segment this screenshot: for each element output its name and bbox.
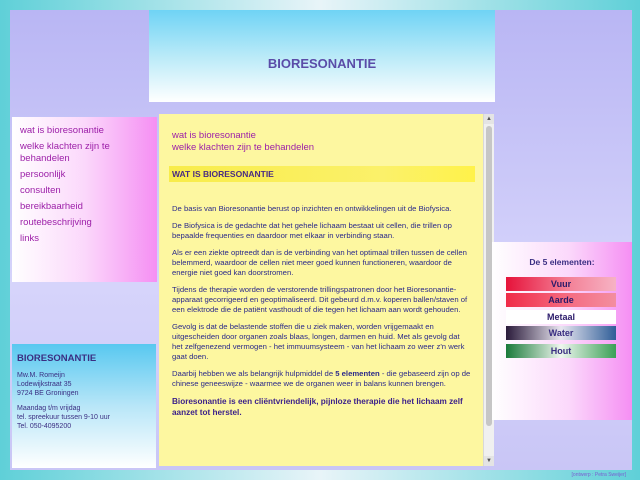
element-button-metaal[interactable]: Metaal	[506, 310, 616, 324]
element-button-aarde[interactable]: Aarde	[506, 293, 616, 307]
contact-name: Mw.M. Romeijn	[17, 372, 65, 379]
contact-hours: Maandag t/m vrijdag	[17, 405, 81, 412]
contact-city: 9724 BE Groningen	[17, 390, 79, 397]
scroll-up-arrow-icon[interactable]: ▲	[484, 114, 494, 124]
elements-title: De 5 elementen:	[529, 257, 595, 267]
contact-box	[12, 344, 156, 468]
scroll-down-arrow-icon[interactable]: ▼	[484, 456, 494, 466]
content-link-wat-is-bioresonantie[interactable]: wat is bioresonantie	[172, 130, 256, 141]
content-link-klachten[interactable]: welke klachten zijn te behandelen	[172, 142, 315, 153]
paragraph-4: Tijdens de therapie worden de verstorende trillingspatronen door het Bioresonantie-apparaat gecorrigeerd en geoptimaliseerd. Dit gebeurd d.m.v. koperen ballen/staven of een elektrode die de patiënt vasthoudt of die tegen het lichaam aan wordt gehouden.	[172, 284, 468, 315]
element-button-vuur[interactable]: Vuur	[506, 277, 616, 291]
element-button-hout[interactable]: Hout	[506, 344, 616, 358]
nav-link-persoonlijk[interactable]: persoonlijk	[20, 169, 66, 180]
section-heading: WAT IS BIORESONANTIE	[172, 169, 274, 179]
section-heading-band	[169, 166, 475, 182]
nav-link-bereikbaarheid[interactable]: bereikbaarheid	[20, 201, 83, 212]
nav-link-routebeschrijving[interactable]: routebeschrijving	[20, 217, 92, 228]
paragraph-6: Daarbij hebben we als belangrijk hulpmiddel de 5 elementen - die gebaseerd zijn op de chinese geneeswijze - waarmee we de organen weer in balans kunnen brengen.	[172, 369, 471, 389]
paragraph-1: De basis van Bioresonantie berust op inzichten en ontwikkelingen uit de Biofysica.	[172, 204, 452, 213]
paragraph-3: Als er een ziekte optreedt dan is de verbinding van het optimaal trillen tussen de cellen belemmerd, waardoor de cellen niet meer goed kunnen functioneren, waardoor de energie niet goed kan doorstromen.	[172, 247, 467, 278]
article-body	[172, 204, 472, 425]
designer-credit: [ontwerp : Petra Sweijer]	[571, 472, 626, 478]
nav-link-links[interactable]: links	[20, 233, 40, 244]
header-banner	[149, 10, 495, 102]
contact-street: Lodewijkstraat 35	[17, 381, 72, 388]
content-links	[172, 130, 314, 154]
main-content	[159, 114, 483, 466]
paragraph-5: Gevolg is dat de belastende stoffen die u ziek maken, worden vrijgemaakt en uitgescheiden door organen zoals blaas, longen, darmen en huid. Met als gevolg dat het zelfgenezend vermogen - het immuumsysteem - van het lichaam zo weer z'n werk gaat doen.	[172, 321, 465, 362]
element-button-water[interactable]: Water	[506, 326, 616, 340]
closing-statement: Bioresonantie is een cliëntvriendelijk, pijnloze therapie die het lichaam zelf aanzet tot herstel.	[172, 397, 463, 418]
five-elements-panel	[492, 242, 632, 420]
nav-link-wat-is-bioresonantie[interactable]: wat is bioresonantie	[20, 125, 104, 136]
left-navigation	[12, 117, 157, 282]
five-elements-emphasis: 5 elementen	[335, 369, 380, 379]
nav-link-klachten[interactable]: welke klachten zijn te behandelen	[20, 141, 110, 164]
contact-phone-hours: tel. spreekuur tussen 9-10 uur	[17, 414, 110, 421]
nav-link-consulten[interactable]: consulten	[20, 185, 61, 196]
paragraph-2: De Biofysica is de gedachte dat het gehele lichaam bestaat uit cellen, die trillen op bepaalde frequenties en daardoor met elkaar in verbinding staan.	[172, 220, 452, 240]
contact-title: BIORESONANTIE	[17, 353, 97, 364]
contact-phone: Tel. 050-4095200	[17, 423, 72, 430]
site-title: BIORESONANTIE	[267, 56, 377, 71]
